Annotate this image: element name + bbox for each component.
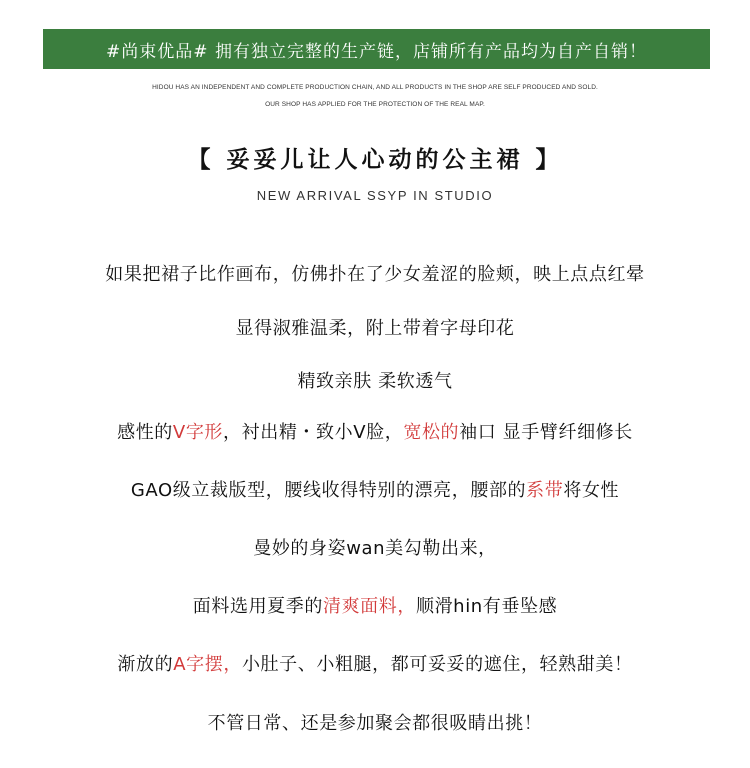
desc-line-4 xyxy=(0,418,750,444)
desc-line-5 xyxy=(0,476,750,502)
desc-line-8-c: 小肚子、小粗腿，都可妥妥的遮住，轻熟甜美！ xyxy=(241,654,633,675)
banner-text: #尚束优品# 拥有独立完整的生产链，店铺所有产品均为自产自销！ xyxy=(106,41,647,62)
desc-line-8 xyxy=(0,650,750,676)
desc-line-7 xyxy=(0,592,750,618)
desc-line-3: 精致亲肤 柔软透气 xyxy=(297,371,453,392)
tagline: NEW ARRIVAL SSYP IN STUDIO xyxy=(256,188,494,203)
brand-banner xyxy=(43,29,710,69)
desc-line-8-a: 渐放的 xyxy=(117,654,174,675)
desc-line-2: 显得淑雅温柔，附上带着字母印花 xyxy=(235,318,515,339)
desc-line-7-c: 顺滑hin有垂坠感 xyxy=(415,596,558,617)
desc-line-4-e: 袖口 显手臂纤细修长 xyxy=(459,422,633,443)
highlight-fabric: 清爽面料， xyxy=(322,596,416,617)
desc-line-1: 如果把裙子比作画布，仿佛扑在了少女羞涩的脸颊，映上点点红晕 xyxy=(105,264,645,285)
desc-line-5-c: 将女性 xyxy=(563,480,620,501)
english-subtitle-1: HIDOU HAS AN INDEPENDENT AND COMPLETE PRODUCTION CHAIN, AND ALL PRODUCTS IN THE SHOP ARE SELF PRODUCED AND SOLD. xyxy=(152,84,598,91)
highlight-v-shape: V字形 xyxy=(172,422,224,443)
desc-line-7-a: 面料选用夏季的 xyxy=(192,596,323,617)
english-subtitle-2: OUR SHOP HAS APPLIED FOR THE PROTECTION OF THE REAL MAP. xyxy=(265,101,485,108)
desc-line-9: 不管日常、还是参加聚会都很吸睛出挑！ xyxy=(207,713,543,734)
desc-line-4-c: ，衬出精・致小V脸， xyxy=(223,422,404,443)
desc-line-4-a: 感性的 xyxy=(117,422,173,443)
desc-line-5-a: GAO级立裁版型，腰线收得特别的漂亮，腰部的 xyxy=(130,480,527,501)
highlight-loose: 宽松的 xyxy=(403,422,460,443)
desc-line-6: 曼妙的身姿wan美勾勒出来， xyxy=(253,538,497,559)
highlight-a-line: A字摆， xyxy=(173,654,242,675)
section-title: 【 妥妥儿让人心动的公主裙 】 xyxy=(187,147,563,173)
highlight-tie: 系带 xyxy=(526,480,564,501)
